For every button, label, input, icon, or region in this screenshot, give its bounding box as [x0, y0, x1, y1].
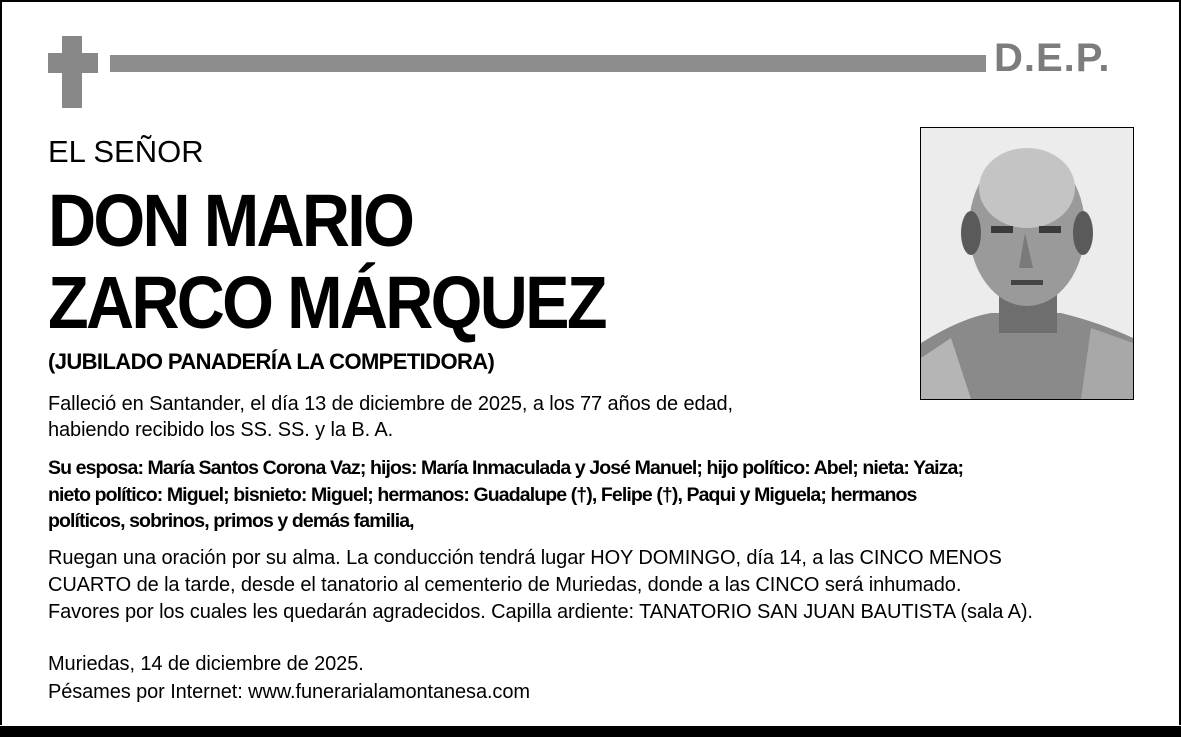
request-line: CUARTO de la tarde, desde el tanatorio al cementerio de Muriedas, donde a las CINCO será inhumado.	[48, 574, 962, 596]
death-line: Falleció en Santander, el día 13 de diciembre de 2025, a los 77 años de edad,	[48, 393, 734, 415]
family-line: nieto político: Miguel; bisnieto: Miguel; hermanos: Guadalupe (†), Felipe (†), Paqui y Miguela; hermanos	[48, 484, 917, 506]
request-line: Favores por los cuales les quedarán agradecidos. Capilla ardiente: TANATORIO SAN JUAN BAUTISTA (sala A).	[48, 601, 1033, 623]
deceased-name-line1: DON MARIO	[48, 179, 413, 262]
place-date: Muriedas, 14 de diciembre de 2025.	[48, 653, 364, 675]
condolences-link[interactable]: Pésames por Internet: www.funerarialamontanesa.com	[48, 681, 530, 703]
family-line: Su esposa: María Santos Corona Vaz; hijos: María Inmaculada y José Manuel; hijo político: Abel; nieta: Yaiza;	[48, 457, 964, 479]
dep-label: D.E.P.	[994, 36, 1111, 80]
intro: EL SEÑOR	[48, 134, 204, 169]
bottom-bar	[0, 726, 1181, 737]
death-line: habiendo recibido los SS. SS. y la B. A.	[48, 419, 394, 441]
occupation: (JUBILADO PANADERÍA LA COMPETIDORA)	[48, 349, 495, 374]
request-line: Ruegan una oración por su alma. La conducción tendrá lugar HOY DOMINGO, día 14, a las CINCO MENOS	[48, 547, 1002, 569]
portrait-photo	[920, 127, 1134, 400]
header-rule	[110, 55, 986, 72]
family-line: políticos, sobrinos, primos y demás familia,	[48, 510, 414, 532]
deceased-name-line2: ZARCO MÁRQUEZ	[48, 261, 605, 344]
